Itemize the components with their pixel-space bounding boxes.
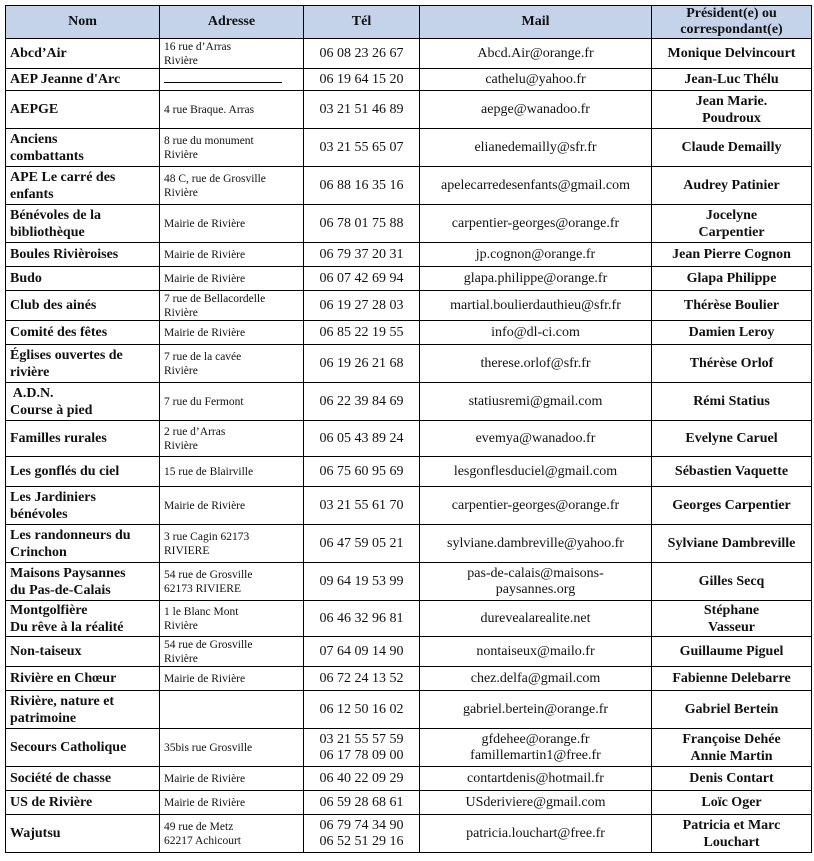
cell-president bbox=[652, 487, 812, 525]
cell-president bbox=[652, 383, 812, 421]
cell-nom bbox=[6, 815, 160, 853]
cell-tel-text: 06 47 59 05 21 bbox=[319, 535, 404, 551]
cell-mail[interactable] bbox=[420, 421, 652, 457]
cell-adresse-text: 8 rue du monument Rivière bbox=[164, 134, 254, 161]
cell-mail[interactable] bbox=[420, 729, 652, 767]
table-row bbox=[6, 601, 812, 637]
header-tel: Tél bbox=[304, 6, 420, 39]
cell-tel bbox=[304, 383, 420, 421]
table-row bbox=[6, 291, 812, 321]
cell-tel bbox=[304, 321, 420, 345]
cell-tel bbox=[304, 91, 420, 129]
cell-tel bbox=[304, 667, 420, 691]
associations-table bbox=[5, 5, 812, 853]
cell-president bbox=[652, 321, 812, 345]
cell-adresse-text: 54 rue de Grosville 62173 RIVIERE bbox=[164, 568, 253, 595]
cell-president-text: Jean Marie. Poudroux bbox=[695, 93, 768, 126]
cell-nom bbox=[6, 91, 160, 129]
header-nom: Nom bbox=[6, 6, 160, 39]
cell-nom-text: Bénévoles de la bibliothèque bbox=[10, 207, 101, 240]
cell-tel bbox=[304, 637, 420, 667]
cell-nom bbox=[6, 291, 160, 321]
cell-president-text: Denis Contart bbox=[689, 771, 774, 786]
cell-adresse-text: Mairie de Rivière bbox=[164, 772, 246, 785]
cell-tel-text: 06 40 22 09 29 bbox=[319, 770, 404, 786]
cell-mail-text: elianedemailly@sfr.fr bbox=[474, 139, 597, 155]
cell-nom bbox=[6, 457, 160, 487]
table-row bbox=[6, 487, 812, 525]
cell-mail-text: nontaiseux@mailo.fr bbox=[476, 643, 595, 659]
cell-mail[interactable] bbox=[420, 601, 652, 637]
cell-president-text: Thérèse Boulier bbox=[683, 298, 780, 313]
cell-tel-text: 06 79 74 34 90 06 52 51 29 16 bbox=[319, 817, 404, 849]
cell-adresse-text: 35bis rue Grosville bbox=[164, 741, 253, 754]
cell-tel bbox=[304, 601, 420, 637]
cell-nom-text: Non-taiseux bbox=[10, 644, 82, 659]
cell-mail-text: statiusremi@gmail.com bbox=[468, 393, 603, 409]
cell-nom-text: A.D.N. Course à pied bbox=[10, 385, 93, 418]
cell-adresse-text: Mairie de Rivière bbox=[164, 248, 246, 261]
cell-nom bbox=[6, 205, 160, 243]
cell-adresse bbox=[160, 267, 304, 291]
cell-president bbox=[652, 205, 812, 243]
cell-nom-text: APE Le carré des enfants bbox=[10, 169, 116, 202]
cell-adresse-text: 54 rue de Grosville Rivière bbox=[164, 638, 253, 665]
header-adresse: Adresse bbox=[160, 6, 304, 39]
cell-tel bbox=[304, 791, 420, 815]
cell-tel bbox=[304, 563, 420, 601]
cell-president-text: Patricia et Marc Louchart bbox=[682, 817, 781, 850]
cell-adresse bbox=[160, 321, 304, 345]
cell-mail[interactable] bbox=[420, 667, 652, 691]
table-row bbox=[6, 637, 812, 667]
cell-president bbox=[652, 129, 812, 167]
cell-nom bbox=[6, 39, 160, 69]
cell-president-text: Gilles Secq bbox=[698, 574, 765, 589]
cell-adresse-text: 16 rue d’Arras Rivière bbox=[164, 40, 232, 67]
cell-nom-text: Églises ouvertes de rivière bbox=[10, 347, 123, 380]
cell-president bbox=[652, 345, 812, 383]
cell-nom-text: Budo bbox=[10, 271, 42, 286]
cell-nom bbox=[6, 321, 160, 345]
table-row bbox=[6, 345, 812, 383]
cell-mail-text: info@dl-ci.com bbox=[491, 324, 580, 340]
cell-president-text: Françoise Dehée Annie Martin bbox=[682, 731, 781, 764]
cell-tel bbox=[304, 345, 420, 383]
cell-adresse bbox=[160, 345, 304, 383]
table-row bbox=[6, 525, 812, 563]
cell-mail-text: gfdehee@orange.fr famillemartin1@free.fr bbox=[470, 731, 601, 763]
cell-mail[interactable] bbox=[420, 167, 652, 205]
cell-nom bbox=[6, 421, 160, 457]
table-row bbox=[6, 667, 812, 691]
cell-adresse bbox=[160, 767, 304, 791]
cell-president bbox=[652, 69, 812, 91]
cell-mail[interactable] bbox=[420, 563, 652, 601]
cell-tel-text: 06 19 27 28 03 bbox=[319, 297, 404, 313]
cell-mail[interactable] bbox=[420, 69, 652, 91]
cell-adresse bbox=[160, 791, 304, 815]
cell-nom bbox=[6, 243, 160, 267]
cell-nom-text: Les randonneurs du Crinchon bbox=[10, 527, 131, 560]
cell-tel bbox=[304, 167, 420, 205]
cell-nom bbox=[6, 525, 160, 563]
cell-nom-text: Rivière en Chœur bbox=[10, 671, 117, 686]
cell-president-text: Claude Demailly bbox=[681, 140, 782, 155]
cell-president-text: Sébastien Vaquette bbox=[674, 464, 789, 479]
cell-adresse-text: 7 rue du Fermont bbox=[164, 395, 244, 408]
cell-mail[interactable] bbox=[420, 291, 652, 321]
cell-tel-text: 06 78 01 75 88 bbox=[319, 215, 404, 231]
cell-tel bbox=[304, 729, 420, 767]
cell-president-text: Guillaume Piguel bbox=[679, 644, 784, 659]
cell-nom-text: Secours Catholique bbox=[10, 740, 127, 755]
cell-president-text: Audrey Patinier bbox=[683, 178, 780, 193]
table-row bbox=[6, 815, 812, 853]
cell-president-text: Gabriel Bertein bbox=[684, 702, 779, 717]
cell-adresse bbox=[160, 129, 304, 167]
cell-tel-text: 06 75 60 95 69 bbox=[319, 463, 404, 479]
table-row bbox=[6, 383, 812, 421]
cell-tel-text: 07 64 09 14 90 bbox=[319, 643, 404, 659]
cell-tel-text: 06 85 22 19 55 bbox=[319, 324, 404, 340]
cell-mail[interactable] bbox=[420, 205, 652, 243]
cell-adresse bbox=[160, 205, 304, 243]
cell-mail[interactable] bbox=[420, 267, 652, 291]
cell-president bbox=[652, 667, 812, 691]
table-row bbox=[6, 457, 812, 487]
cell-nom-text: AEP Jeanne d'Arc bbox=[10, 72, 121, 87]
table-row bbox=[6, 767, 812, 791]
cell-nom bbox=[6, 767, 160, 791]
cell-adresse bbox=[160, 69, 304, 91]
cell-mail-text: carpentier-georges@orange.fr bbox=[451, 497, 620, 513]
cell-tel bbox=[304, 267, 420, 291]
cell-adresse-text: 15 rue de Blairville bbox=[164, 465, 254, 478]
cell-mail[interactable] bbox=[420, 815, 652, 853]
cell-adresse-text: 49 rue de Metz 62217 Achicourt bbox=[164, 820, 241, 847]
cell-president-text: Damien Leroy bbox=[688, 325, 775, 340]
cell-adresse-text: 7 rue de Bellacordelle Rivière bbox=[164, 292, 266, 319]
cell-adresse bbox=[160, 39, 304, 69]
cell-nom-text: Maisons Paysannes du Pas-de-Calais bbox=[10, 565, 126, 598]
table-row bbox=[6, 39, 812, 69]
table-body bbox=[6, 39, 812, 853]
cell-president bbox=[652, 601, 812, 637]
cell-adresse-text: Mairie de Rivière bbox=[164, 499, 246, 512]
cell-nom-text: Les gonflés du ciel bbox=[10, 464, 120, 479]
cell-president bbox=[652, 291, 812, 321]
cell-tel bbox=[304, 767, 420, 791]
cell-nom-text: Comité des fêtes bbox=[10, 325, 108, 340]
cell-tel-text: 06 79 37 20 31 bbox=[319, 246, 404, 262]
cell-president-text: Glapa Philippe bbox=[686, 271, 777, 286]
cell-nom bbox=[6, 345, 160, 383]
table-row bbox=[6, 321, 812, 345]
table-row bbox=[6, 791, 812, 815]
cell-president-text: Monique Delvincourt bbox=[667, 46, 796, 61]
cell-president-text: Georges Carpentier bbox=[672, 498, 791, 513]
cell-nom bbox=[6, 691, 160, 729]
cell-nom bbox=[6, 383, 160, 421]
cell-adresse-text: 3 rue Cagin 62173 RIVIERE bbox=[164, 530, 250, 557]
cell-adresse bbox=[160, 525, 304, 563]
cell-nom bbox=[6, 129, 160, 167]
cell-mail[interactable] bbox=[420, 243, 652, 267]
cell-president bbox=[652, 525, 812, 563]
cell-president bbox=[652, 267, 812, 291]
cell-adresse-text: 7 rue de la cavée Rivière bbox=[164, 350, 242, 377]
cell-tel bbox=[304, 525, 420, 563]
cell-president bbox=[652, 767, 812, 791]
cell-mail[interactable] bbox=[420, 525, 652, 563]
cell-adresse bbox=[160, 563, 304, 601]
cell-adresse-text: 4 rue Braque. Arras bbox=[164, 103, 255, 116]
cell-adresse bbox=[160, 421, 304, 457]
cell-mail[interactable] bbox=[420, 791, 652, 815]
cell-mail-text: martial.boulierdauthieu@sfr.fr bbox=[450, 297, 621, 313]
cell-tel-text: 06 22 39 84 69 bbox=[319, 393, 404, 409]
cell-president bbox=[652, 243, 812, 267]
cell-tel-text: 06 12 50 16 02 bbox=[319, 701, 404, 717]
cell-adresse bbox=[160, 167, 304, 205]
cell-mail-text: chez.delfa@gmail.com bbox=[470, 670, 601, 686]
cell-mail-text: jp.cognon@orange.fr bbox=[475, 246, 596, 262]
cell-tel bbox=[304, 291, 420, 321]
cell-mail[interactable] bbox=[420, 691, 652, 729]
cell-president bbox=[652, 457, 812, 487]
cell-adresse bbox=[160, 637, 304, 667]
cell-tel-text: 03 21 55 65 07 bbox=[319, 139, 404, 155]
cell-mail-text: therese.orlof@sfr.fr bbox=[480, 355, 591, 371]
cell-mail-text: apelecarredesenfants@gmail.com bbox=[441, 177, 630, 193]
cell-president-text: Rémi Statius bbox=[693, 394, 770, 409]
cell-tel-text: 03 21 55 57 59 06 17 78 09 00 bbox=[319, 731, 404, 763]
cell-nom bbox=[6, 267, 160, 291]
table-row bbox=[6, 267, 812, 291]
cell-mail-text: glapa.philippe@orange.fr bbox=[463, 270, 608, 286]
cell-tel-text: 06 07 42 69 94 bbox=[319, 270, 404, 286]
cell-president-text: Jean Pierre Cognon bbox=[672, 247, 791, 262]
table-row bbox=[6, 91, 812, 129]
cell-mail[interactable] bbox=[420, 321, 652, 345]
cell-adresse bbox=[160, 601, 304, 637]
cell-nom bbox=[6, 563, 160, 601]
cell-mail-text: evemya@wanadoo.fr bbox=[475, 430, 596, 446]
cell-nom-text: Rivière, nature et patrimoine bbox=[10, 693, 115, 726]
cell-president bbox=[652, 91, 812, 129]
cell-adresse bbox=[160, 729, 304, 767]
cell-mail[interactable] bbox=[420, 345, 652, 383]
table-row bbox=[6, 421, 812, 457]
cell-mail-text: durevealarealite.net bbox=[480, 610, 591, 626]
cell-mail-text: carpentier-georges@orange.fr bbox=[451, 215, 620, 231]
cell-mail[interactable] bbox=[420, 457, 652, 487]
cell-mail-text: patricia.louchart@free.fr bbox=[466, 825, 605, 841]
table-row bbox=[6, 129, 812, 167]
cell-mail-text: Abcd.Air@orange.fr bbox=[477, 45, 594, 61]
cell-nom-text: Abcd’Air bbox=[10, 46, 67, 61]
cell-nom-text: AEPGE bbox=[10, 102, 59, 117]
cell-nom-text: Société de chasse bbox=[10, 771, 112, 786]
cell-nom bbox=[6, 167, 160, 205]
cell-nom-text: Wajutsu bbox=[10, 826, 61, 841]
cell-tel bbox=[304, 457, 420, 487]
cell-adresse-text: Mairie de Rivière bbox=[164, 326, 246, 339]
cell-adresse-text: Mairie de Rivière bbox=[164, 217, 246, 230]
table-row bbox=[6, 205, 812, 243]
cell-president bbox=[652, 691, 812, 729]
table-row bbox=[6, 167, 812, 205]
cell-adresse-text: 1 le Blanc Mont Rivière bbox=[164, 605, 239, 632]
cell-president-text: Sylviane Dambreville bbox=[667, 536, 796, 551]
cell-tel-text: 06 46 32 96 81 bbox=[319, 610, 404, 626]
cell-nom bbox=[6, 667, 160, 691]
cell-adresse-text: 2 rue d’Arras Rivière bbox=[164, 425, 226, 452]
cell-tel bbox=[304, 129, 420, 167]
cell-mail-text: sylviane.dambreville@yahoo.fr bbox=[447, 535, 624, 551]
cell-president-text: Jean-Luc Thélu bbox=[684, 72, 779, 87]
cell-tel-text: 06 05 43 89 24 bbox=[319, 430, 404, 446]
cell-president-text: Stéphane Vasseur bbox=[703, 602, 760, 635]
header-mail: Mail bbox=[420, 6, 652, 39]
cell-tel-text: 03 21 51 46 89 bbox=[319, 101, 404, 117]
cell-adresse-text: Mairie de Rivière bbox=[164, 272, 246, 285]
cell-nom-text: Montgolfière Du rêve à la réalité bbox=[10, 602, 124, 635]
cell-president-text: Loïc Oger bbox=[701, 795, 762, 810]
cell-tel bbox=[304, 691, 420, 729]
cell-nom-text: Boules Rivièroises bbox=[10, 247, 119, 262]
cell-mail-text: contartdenis@hotmail.fr bbox=[467, 770, 604, 786]
table-row bbox=[6, 563, 812, 601]
blank-address-line bbox=[164, 72, 282, 83]
cell-tel bbox=[304, 487, 420, 525]
cell-adresse bbox=[160, 457, 304, 487]
cell-tel-text: 06 19 64 15 20 bbox=[319, 71, 404, 87]
table-row bbox=[6, 691, 812, 729]
cell-adresse-text: Mairie de Rivière bbox=[164, 672, 246, 685]
cell-president-text: Thérèse Orlof bbox=[689, 356, 774, 371]
cell-tel bbox=[304, 39, 420, 69]
cell-president bbox=[652, 729, 812, 767]
cell-adresse bbox=[160, 243, 304, 267]
cell-nom-text: Familles rurales bbox=[10, 431, 107, 446]
cell-nom bbox=[6, 637, 160, 667]
table-row bbox=[6, 69, 812, 91]
cell-nom bbox=[6, 601, 160, 637]
cell-mail[interactable] bbox=[420, 383, 652, 421]
cell-nom-text: US de Rivière bbox=[10, 795, 93, 810]
cell-mail[interactable] bbox=[420, 39, 652, 69]
cell-tel bbox=[304, 815, 420, 853]
cell-adresse-text: 48 C, rue de Grosville Rivière bbox=[164, 172, 266, 199]
cell-nom bbox=[6, 69, 160, 91]
cell-mail-text: lesgonflesduciel@gmail.com bbox=[453, 463, 618, 479]
cell-mail-text: gabriel.bertein@orange.fr bbox=[462, 701, 609, 717]
cell-mail-text: aepge@wanadoo.fr bbox=[481, 101, 590, 117]
header-president: Président(e) ou correspondant(e) bbox=[652, 6, 812, 39]
cell-nom-text: Club des ainés bbox=[10, 298, 97, 313]
cell-mail[interactable] bbox=[420, 129, 652, 167]
cell-mail[interactable] bbox=[420, 637, 652, 667]
cell-adresse-text: Mairie de Rivière bbox=[164, 796, 246, 809]
cell-tel-text: 03 21 55 61 70 bbox=[319, 497, 404, 513]
cell-president bbox=[652, 815, 812, 853]
cell-tel-text: 06 08 23 26 67 bbox=[319, 45, 404, 61]
cell-president-text: Fabienne Delebarre bbox=[672, 671, 791, 686]
cell-president bbox=[652, 563, 812, 601]
cell-tel-text: 06 59 28 68 61 bbox=[319, 794, 404, 810]
cell-president-text: Evelyne Caruel bbox=[685, 431, 778, 446]
cell-tel-text: 06 72 24 13 52 bbox=[319, 670, 404, 686]
cell-president bbox=[652, 421, 812, 457]
table-row bbox=[6, 243, 812, 267]
cell-nom-text: Anciens combattants bbox=[10, 131, 84, 164]
header-row bbox=[6, 6, 812, 39]
cell-mail[interactable] bbox=[420, 91, 652, 129]
cell-nom bbox=[6, 487, 160, 525]
cell-tel-text: 06 88 16 35 16 bbox=[319, 177, 404, 193]
cell-mail[interactable] bbox=[420, 767, 652, 791]
cell-president bbox=[652, 791, 812, 815]
cell-president bbox=[652, 39, 812, 69]
table-row bbox=[6, 729, 812, 767]
cell-president-text: Jocelyne Carpentier bbox=[698, 207, 765, 240]
cell-mail-text: USderiviere@gmail.com bbox=[465, 794, 606, 810]
cell-tel-text: 06 19 26 21 68 bbox=[319, 355, 404, 371]
cell-adresse bbox=[160, 487, 304, 525]
cell-tel-text: 09 64 19 53 99 bbox=[319, 573, 404, 589]
cell-tel bbox=[304, 205, 420, 243]
cell-mail[interactable] bbox=[420, 487, 652, 525]
cell-president bbox=[652, 167, 812, 205]
cell-tel bbox=[304, 421, 420, 457]
cell-nom bbox=[6, 729, 160, 767]
cell-nom bbox=[6, 791, 160, 815]
cell-tel bbox=[304, 243, 420, 267]
cell-mail-text: pas-de-calais@maisons- paysannes.org bbox=[467, 565, 604, 597]
cell-adresse bbox=[160, 815, 304, 853]
cell-adresse bbox=[160, 91, 304, 129]
cell-adresse bbox=[160, 383, 304, 421]
cell-nom-text: Les Jardiniers bénévoles bbox=[10, 489, 96, 522]
cell-mail-text: cathelu@yahoo.fr bbox=[485, 71, 586, 87]
cell-adresse bbox=[160, 691, 304, 729]
cell-adresse bbox=[160, 667, 304, 691]
cell-president bbox=[652, 637, 812, 667]
cell-tel bbox=[304, 69, 420, 91]
cell-adresse bbox=[160, 291, 304, 321]
